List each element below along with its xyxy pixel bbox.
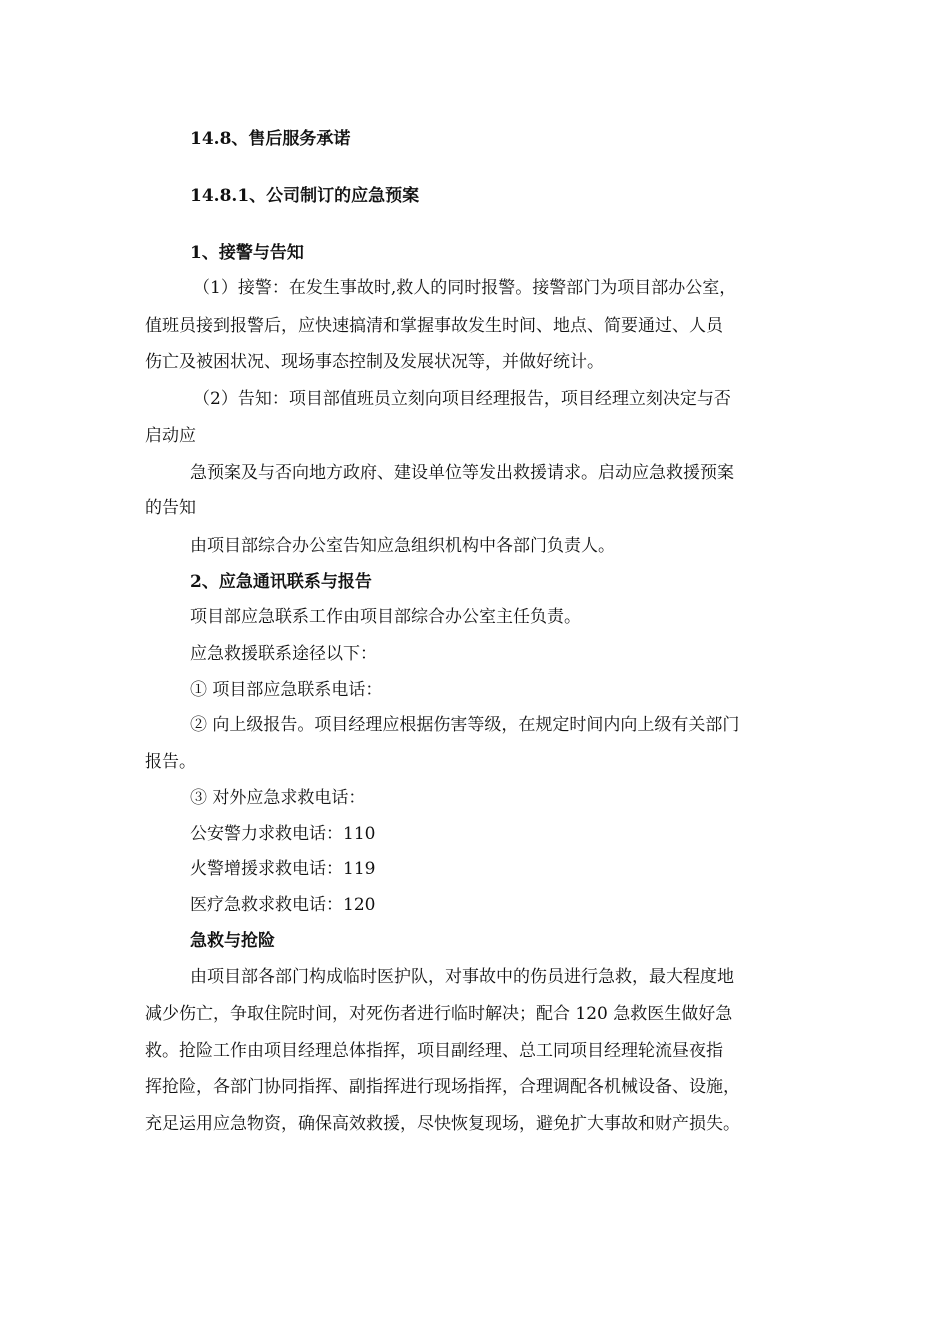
paragraph-line: 充足运用应急物资，确保高效救援，尽快恢复现场，避免扩大事故和财产损失。 [145,1114,740,1134]
list-item: ③ 对外应急求救电话： [190,788,366,808]
list-item: ① 项目部应急联系电话： [190,680,383,700]
paragraph-line: 减少伤亡，争取住院时间，对死伤者进行临时解决；配合 120 急救医生做好急 [145,1004,733,1024]
phone-line-fire: 火警增援求救电话：119 [190,859,376,879]
paragraph-line: （1）接警：在发生事故时,救人的同时报警。接警部门为项目部办公室， [193,278,737,298]
paragraph-line: 项目部应急联系工作由项目部综合办公室主任负责。 [190,607,581,627]
paragraph-line: 报告。 [145,752,196,772]
paragraph-line: 值班员接到报警后，应快速搞清和掌握事故发生时间、地点、简要通过、人员 [145,316,723,336]
paragraph-line: 救。抢险工作由项目经理总体指挥，项目副经理、总工同项目经理轮流昼夜指 [145,1041,723,1061]
paragraph-line: 应急救援联系途径以下： [190,644,377,664]
paragraph-line: 由项目部各部门构成临时医护队，对事故中的伤员进行急救，最大程度地 [190,967,734,987]
heading-after-sales: 14.8、售后服务承诺 [190,129,351,149]
section-title-alarm: 1、接警与告知 [190,243,304,263]
paragraph-line: 的告知 [145,498,196,518]
phone-line-police: 公安警力求救电话：110 [190,824,376,844]
section-title-rescue: 急救与抢险 [190,931,275,951]
phone-line-medical: 医疗急救求救电话：120 [190,895,376,915]
paragraph-line: 由项目部综合办公室告知应急组织机构中各部门负责人。 [190,536,615,556]
paragraph-line: 启动应 [145,426,196,446]
section-title-communication: 2、应急通讯联系与报告 [190,572,372,592]
paragraph-line: （2）告知：项目部值班员立刻向项目经理报告，项目经理立刻决定与否 [193,389,731,409]
paragraph-line: 挥抢险，各部门协同指挥、副指挥进行现场指挥，合理调配各机械设备、设施， [145,1077,740,1097]
heading-emergency-plan: 14.8.1、公司制订的应急预案 [190,186,420,206]
list-item: ② 向上级报告。项目经理应根据伤害等级，在规定时间内向上级有关部门 [190,715,740,735]
paragraph-line: 急预案及与否向地方政府、建设单位等发出救援请求。启动应急救援预案 [190,463,734,483]
paragraph-line: 伤亡及被困状况、现场事态控制及发展状况等，并做好统计。 [145,352,604,372]
